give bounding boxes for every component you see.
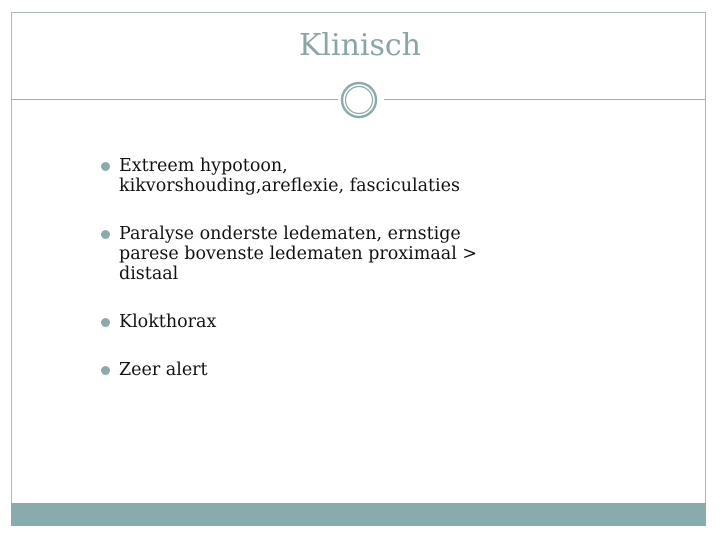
bullet-item — [101, 224, 481, 284]
slide-title: Klinisch — [298, 28, 422, 63]
bullet-item — [101, 312, 481, 332]
bullet-item — [101, 360, 481, 380]
title-divider-left — [11, 99, 338, 100]
bullet-dot-icon — [101, 230, 110, 239]
title-divider-right — [384, 99, 706, 100]
bullet-dot-icon — [101, 162, 110, 171]
bullet-dot-icon — [101, 318, 110, 327]
bullet-text: Klokthorax — [119, 312, 217, 332]
bullet-dot-icon — [101, 366, 110, 375]
bullet-list — [101, 156, 481, 408]
bullet-text: Paralyse onderste ledematen, ernstige parese bovenste ledematen proximaal > distaal — [119, 224, 478, 284]
circle-ornament-icon — [339, 80, 379, 120]
footer-bar — [11, 503, 706, 526]
bullet-item — [101, 156, 481, 196]
bullet-text: Extreem hypotoon, kikvorshouding,areflexie, fasciculaties — [119, 156, 460, 196]
bullet-text: Zeer alert — [119, 360, 208, 380]
